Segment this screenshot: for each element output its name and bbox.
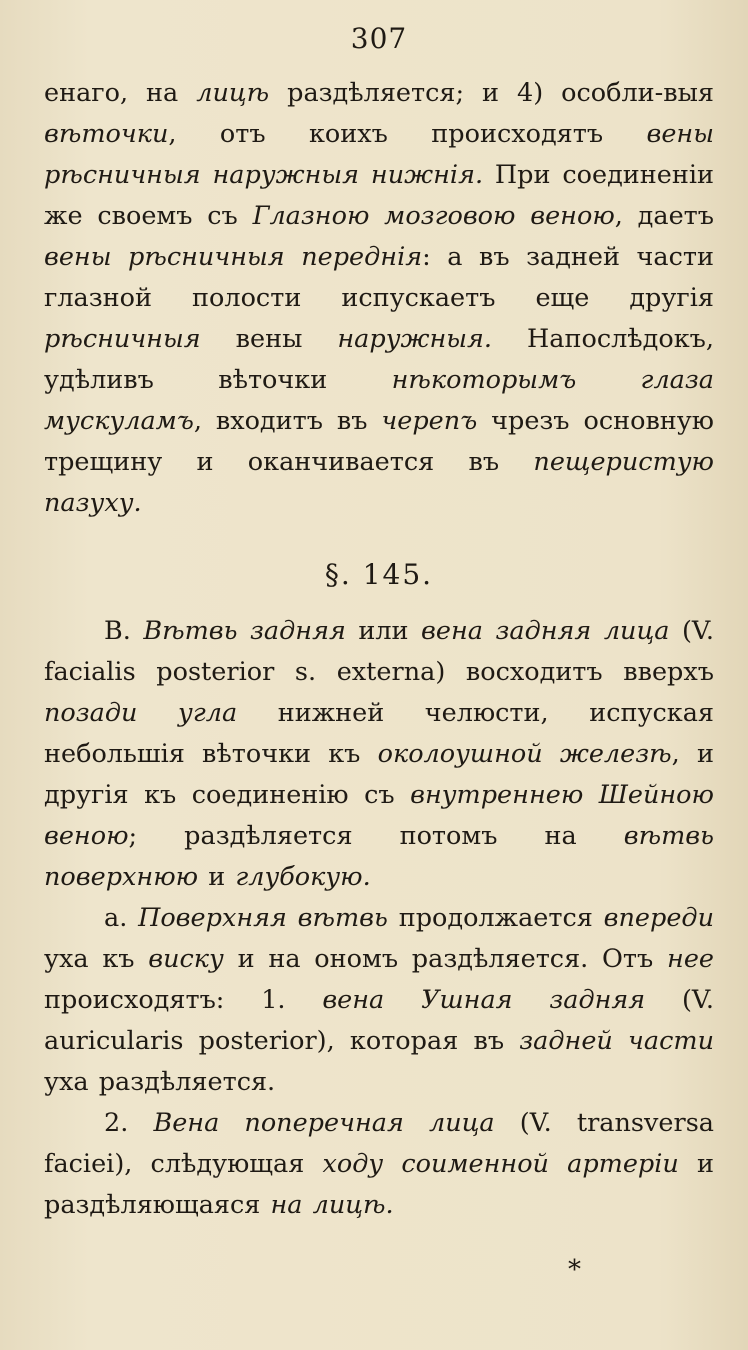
text-run: (V. transversa faciei), слѣдующая (44, 1108, 714, 1179)
text-run: 2. (104, 1108, 154, 1138)
italic-term: Вѣтвь задняя (143, 616, 346, 646)
text-run: (V. auricularis posterior), которая въ (44, 985, 714, 1056)
text-run: продолжается (387, 903, 604, 933)
text-run: уха къ (44, 944, 149, 974)
italic-term: черепъ (381, 406, 478, 436)
text-run: или (345, 616, 422, 646)
text-run: , и другія къ соединенію съ (44, 739, 714, 810)
text-run: вены (200, 324, 338, 354)
italic-term: Вена поперечная лица (153, 1108, 495, 1138)
italic-term: Глазною мозговою веною (252, 201, 615, 231)
italic-term: вѣточки (44, 119, 169, 149)
text-run: и на ономъ раздѣляется. Отъ (223, 944, 668, 974)
italic-term: вены рѣсничныя переднія (44, 242, 423, 272)
page-number: 307 (350, 22, 408, 55)
text-run: раздѣляется; и 4) особли-выя (269, 78, 714, 108)
text-run: , даетъ (614, 201, 714, 231)
paragraph-2 (44, 611, 714, 898)
text-run: При соединеніи же своемъ съ (44, 160, 714, 231)
italic-term: позади угла (44, 698, 238, 728)
paragraph-1 (44, 73, 714, 524)
italic-term: на лицѣ. (270, 1190, 394, 1220)
italic-term: вѣтвь поверхнюю (44, 821, 714, 892)
text-run: уха раздѣляется. (44, 1067, 276, 1097)
italic-term: глубокую. (235, 862, 371, 892)
paragraph-4 (44, 1103, 714, 1226)
italic-term: ходу соименной артеріи (322, 1149, 679, 1179)
italic-term: наружныя. (337, 324, 493, 354)
text-run: чрезъ основную трещину и оканчивается въ (44, 406, 715, 477)
italic-term: задней части (519, 1026, 715, 1056)
text-run: и раздѣляющаяся (44, 1149, 714, 1220)
footer-asterisk: * (568, 1255, 581, 1285)
text-run: (V. facialis posterior s. externa) восходитъ вверхъ (44, 616, 714, 687)
italic-term: пещеристую пазуху. (44, 447, 714, 518)
text-run: : а въ задней части глазной полости испускаетъ еще другія (44, 242, 714, 313)
italic-term: нее (667, 944, 715, 974)
text-run: а. (104, 903, 139, 933)
section-heading: §. 145. (324, 558, 434, 591)
italic-term: вена Ушная задняя (322, 985, 646, 1015)
italic-term: Поверхняя вѣтвь (138, 903, 388, 933)
italic-term: виску (148, 944, 224, 974)
italic-term: вена задняя лица (421, 616, 670, 646)
text-run: , входитъ въ (193, 406, 382, 436)
text-run: , отъ коихъ происходятъ (168, 119, 647, 149)
italic-term: околоушной железѣ (377, 739, 672, 769)
italic-term: внутреннею Шейною веною (44, 780, 714, 851)
italic-term: лицѣ (196, 78, 270, 108)
text-run: ; раздѣляется потомъ на (128, 821, 624, 851)
paragraph-3 (44, 898, 714, 1103)
text-run: енаго, на (44, 78, 197, 108)
text-run: нижней челюсти, испуская небольшія вѣточки къ (44, 698, 714, 769)
italic-term: нѣкоторымъ глаза мускуламъ (44, 365, 714, 436)
italic-term: рѣсничныя (44, 324, 201, 354)
text-run: В. (104, 616, 144, 646)
italic-term: впереди (603, 903, 714, 933)
italic-term: вены рѣсничныя наружныя нижнія. (44, 119, 714, 190)
text-run: Напослѣдокъ, удѣливъ вѣточки (44, 324, 714, 395)
text-run: происходятъ: 1. (44, 985, 323, 1015)
text-run: и (198, 862, 236, 892)
